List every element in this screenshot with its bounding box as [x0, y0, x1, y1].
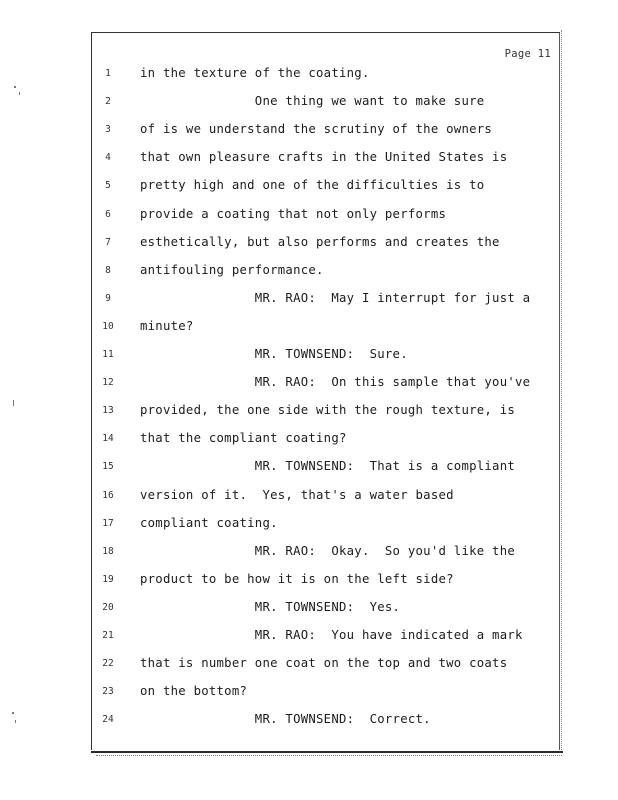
line-number: 5 — [105, 180, 111, 192]
transcript-line: on the bottom? — [140, 684, 248, 699]
line-number: 8 — [105, 264, 111, 276]
line-number: 12 — [102, 377, 114, 389]
line-number: 3 — [105, 124, 111, 136]
line-number: 1 — [105, 68, 111, 79]
transcript-line: MR. RAO: You have indicated a mark — [140, 628, 523, 642]
line-number: 15 — [102, 461, 114, 473]
transcript-line: that is number one coat on the top and two coats — [140, 656, 508, 671]
line-number: 20 — [102, 601, 114, 613]
line-number: 18 — [102, 545, 114, 557]
transcript-page-frame — [91, 32, 560, 750]
line-number: 2 — [105, 96, 111, 108]
line-number: 23 — [102, 686, 114, 698]
line-number: 14 — [102, 433, 114, 445]
transcript-line: MR. RAO: May I interrupt for just a — [140, 290, 531, 305]
transcript-line: antifouling performance. — [140, 262, 324, 277]
line-number: 21 — [102, 630, 114, 641]
transcript-line: MR. TOWNSEND: Sure. — [140, 347, 408, 361]
transcript-line: compliant coating. — [140, 515, 278, 530]
line-number: 24 — [102, 714, 114, 726]
transcript-line: in the texture of the coating. — [140, 66, 370, 80]
bottom-rule — [91, 751, 563, 753]
scan-edge — [561, 30, 566, 752]
transcript-line: One thing we want to make sure — [140, 94, 485, 109]
transcript-line: MR. TOWNSEND: Yes. — [140, 599, 401, 614]
line-number: 6 — [105, 208, 111, 220]
line-number: 10 — [102, 320, 114, 332]
line-number: 4 — [105, 152, 111, 164]
transcript-line: that the compliant coating? — [140, 431, 347, 446]
transcript-line: provide a coating that not only performs — [140, 206, 447, 221]
line-number: 22 — [102, 658, 114, 670]
line-number: 16 — [102, 489, 114, 501]
transcript-line: MR. RAO: Okay. So you'd like the — [140, 543, 516, 558]
transcript-line: version of it. Yes, that's a water based — [140, 487, 454, 502]
transcript-line: MR. TOWNSEND: Correct. — [140, 712, 431, 727]
scan-speck — [13, 400, 14, 406]
transcript-line: minute? — [140, 318, 194, 333]
page-number: Page 11 — [504, 48, 551, 60]
scan-speck — [12, 712, 14, 714]
transcript-line: of is we understand the scrutiny of the owners — [140, 122, 493, 137]
transcript-line: that own pleasure crafts in the United States is — [140, 150, 508, 165]
transcript-line: pretty high and one of the difficulties is to — [140, 178, 485, 193]
transcript-line: MR. TOWNSEND: That is a compliant — [140, 459, 516, 474]
line-number: 7 — [105, 236, 111, 248]
scan-speck — [14, 86, 16, 88]
scan-speck — [19, 92, 20, 95]
transcript-line: provided, the one side with the rough texture, is — [140, 403, 516, 418]
transcript-line: esthetically, but also performs and creates the — [140, 234, 500, 249]
line-number: 17 — [102, 517, 114, 529]
line-number: 13 — [102, 405, 114, 417]
bottom-rule-dotted — [96, 755, 562, 756]
transcript-line: MR. RAO: On this sample that you've — [140, 375, 531, 390]
line-number: 11 — [102, 349, 114, 360]
line-number: 19 — [102, 573, 114, 585]
transcript-line: product to be how it is on the left side? — [140, 571, 454, 586]
scan-speck — [15, 720, 16, 723]
line-number: 9 — [105, 292, 111, 304]
